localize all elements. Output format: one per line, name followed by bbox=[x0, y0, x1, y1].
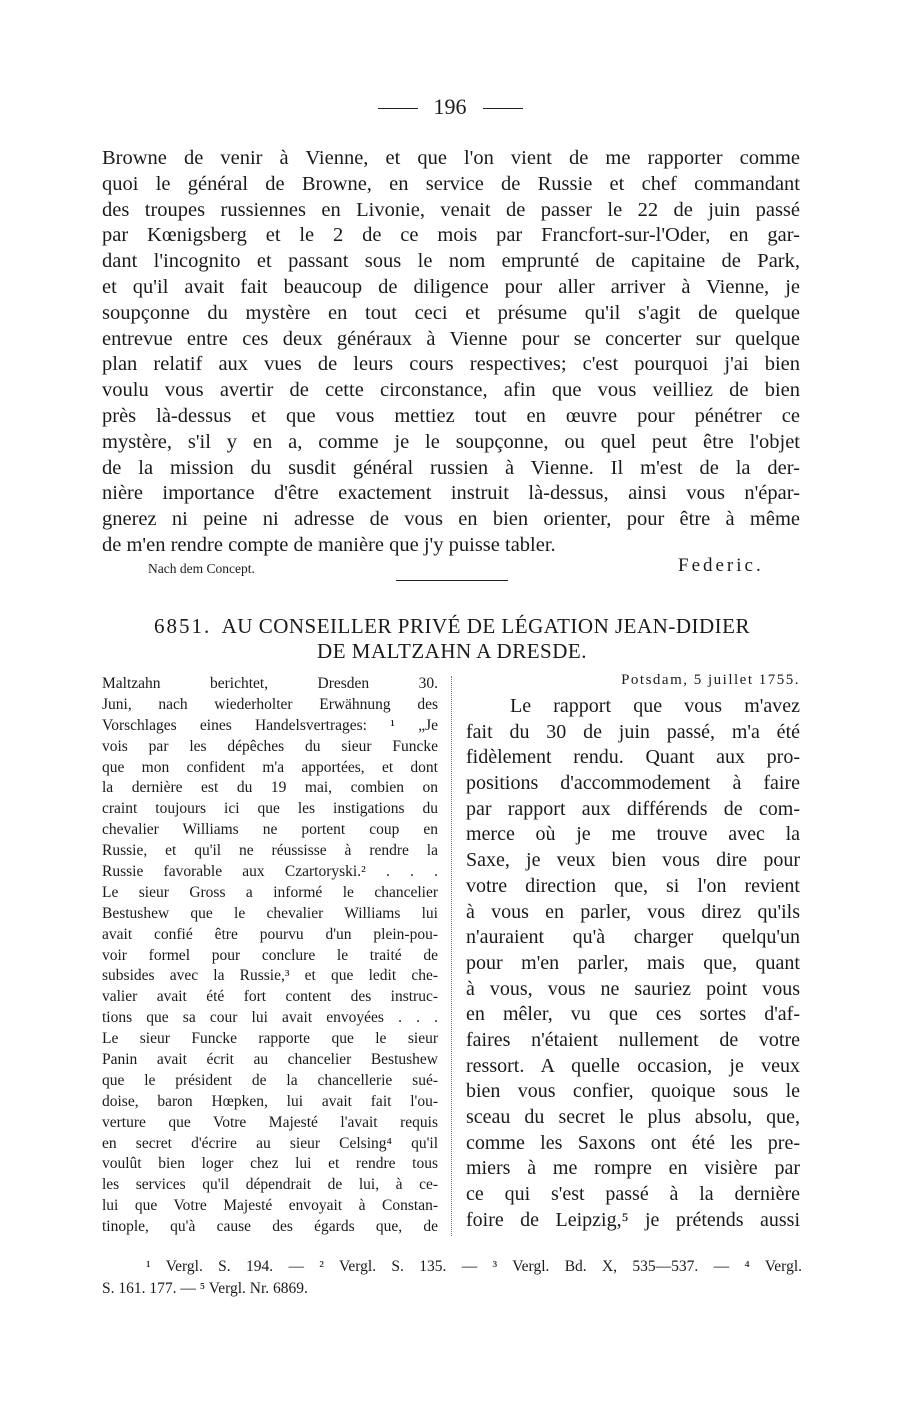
margin-line: craint toujours ici que les instigations du bbox=[102, 800, 438, 818]
margin-line: Panin avait écrit au chancelier Bestushew bbox=[102, 1051, 438, 1069]
footnote-line: S. 161. 177. — ⁵ Vergl. Nr. 6869. bbox=[102, 1280, 308, 1297]
column-divider bbox=[451, 676, 452, 1236]
margin-line: Vorschlages eines Handelsvertrages: ¹ „Je bbox=[102, 716, 438, 734]
letter-line: Le rapport que vous m'avez bbox=[510, 695, 800, 717]
text-line: gnerez ni peine ni adresse de vous en bien orienter, pour être à même bbox=[102, 508, 800, 531]
section-title-part1: AU CONSEILLER PRIVÉ DE LÉGATION JEAN-DIDIER bbox=[221, 614, 750, 638]
margin-line: vois par les dépêches du sieur Funcke bbox=[102, 737, 438, 755]
letter-line: n'auraient qu'à charger quelqu'un bbox=[466, 926, 800, 949]
margin-line: Bestushew que le chevalier Williams lui bbox=[102, 904, 438, 922]
text-line: Browne de venir à Vienne, et que l'on vient de me rapporter comme bbox=[102, 147, 800, 169]
section-heading-line1 bbox=[102, 614, 802, 639]
text-line: mystère, s'il y en a, comme je le soupçonne, ou quel peut être l'objet bbox=[102, 430, 800, 453]
text-line: plan relatif aux vues de leurs cours respectives; c'est pourquoi j'ai bien bbox=[102, 353, 800, 376]
source-note: Nach dem Concept. bbox=[148, 561, 255, 576]
letter-line: miers à me rompre en visière par bbox=[466, 1157, 800, 1180]
letter-line: pour m'en parler, mais que, quant bbox=[466, 951, 800, 974]
margin-line: les services qu'il dépendrait de lui, à ce- bbox=[102, 1176, 438, 1194]
text-line: et qu'il avait fait beaucoup de diligence pour aller arriver à Vienne, je bbox=[102, 275, 800, 298]
letter-line: foire de Leipzig,⁵ je prétends aussi bbox=[466, 1208, 800, 1231]
letter-line: fait du 30 de juin passé, m'a été bbox=[466, 720, 800, 743]
page-number bbox=[0, 94, 900, 120]
signature: Federic. bbox=[678, 555, 764, 576]
letter-line: sceau du secret le plus absolu, que, bbox=[466, 1106, 800, 1128]
letter-continued-text bbox=[102, 146, 800, 559]
margin-line: que mon confident m'a apportées, et dont bbox=[102, 758, 438, 776]
page-number-dash-right bbox=[483, 108, 523, 109]
text-line: soupçonne du mystère en tout ceci et présume qu'il s'agit de quelque bbox=[102, 301, 800, 324]
letter-line: positions d'accommodement à faire bbox=[466, 772, 800, 795]
margin-line: voulût bien loger chez lui et rendre tous bbox=[102, 1155, 438, 1173]
text-line-last: de m'en rendre compte de manière que j'y puisse tabler. bbox=[102, 533, 556, 556]
margin-line: Maltzahn berichtet, Dresden 30. bbox=[102, 675, 438, 692]
text-line: entrevue entre ces deux généraux à Vienne pour se concerter sur quelque bbox=[102, 327, 800, 350]
letter-line: fidèlement rendu. Quant aux pro- bbox=[466, 746, 800, 769]
letter-line: faires n'étaient nullement de votre bbox=[466, 1028, 800, 1051]
text-line: quoi le général de Browne, en service de Russie et chef commandant bbox=[102, 172, 800, 195]
margin-line: Le sieur Funcke rapporte que le sieur bbox=[102, 1030, 438, 1048]
margin-line: doise, baron Hœpken, lui avait fait l'ou- bbox=[102, 1092, 438, 1110]
letter-line: merce où je me trouve avec la bbox=[466, 823, 800, 846]
letter-line: en mêler, vu que ces sortes d'af- bbox=[466, 1003, 800, 1026]
text-line: de la mission du susdit général russien à Vienne. Il m'est de la der- bbox=[102, 456, 800, 479]
margin-line: verture que Votre Majesté l'avait requis bbox=[102, 1113, 438, 1131]
margin-line: voir formel pour conclure le traité de bbox=[102, 946, 438, 964]
letter-line: votre direction que, si l'on revient bbox=[466, 874, 800, 897]
section-divider bbox=[396, 580, 508, 581]
margin-line: tinople, qu'à cause des égards que, de bbox=[102, 1218, 438, 1236]
margin-line: lui que Votre Majesté envoyait à Constan- bbox=[102, 1197, 438, 1215]
margin-line: Juni, nach wiederholter Erwähnung des bbox=[102, 695, 438, 713]
text-line: par Kœnigsberg et le 2 de ce mois par Francfort-sur-l'Oder, en gar- bbox=[102, 224, 800, 247]
margin-line: Russie favorable aux Czartoryski.² . . . bbox=[102, 863, 438, 881]
margin-line: Russie, et qu'il ne réussisse à rendre la bbox=[102, 842, 438, 860]
letter-line: à vous en parler, vous direz qu'ils bbox=[466, 900, 800, 923]
margin-line: avait confié être pourvu d'un plein-pou- bbox=[102, 925, 438, 943]
dateline: Potsdam, 5 juillet 1755. bbox=[621, 672, 800, 688]
letter-line: ce qui s'est passé à la dernière bbox=[466, 1183, 800, 1206]
margin-line: subsides avec la Russie,³ et que ledit che- bbox=[102, 967, 438, 985]
letter-line: bien vous confier, quoique sous le bbox=[466, 1080, 800, 1103]
footnote-line: ¹ Vergl. S. 194. — ² Vergl. S. 135. — ³ Vergl. Bd. X, 535—537. — ⁴ Vergl. bbox=[146, 1258, 802, 1275]
letter-line: comme les Saxons ont été les pre- bbox=[466, 1131, 800, 1154]
margin-line: chevalier Williams ne portent coup en bbox=[102, 821, 438, 839]
text-line: nière importance d'être exactement instruit là-dessus, ainsi vous n'épar- bbox=[102, 482, 800, 505]
section-title-part2: DE MALTZAHN A DRESDE. bbox=[317, 639, 587, 663]
margin-line: la dernière est du 19 mai, combien on bbox=[102, 779, 438, 797]
margin-line: tions que sa cour lui avait envoyées . . . bbox=[102, 1009, 438, 1027]
letter-line: à vous, vous ne sauriez point vous bbox=[466, 977, 800, 1000]
letter-line: ressort. A quelle occasion, je veux bbox=[466, 1054, 800, 1077]
letter-line: Saxe, je veux bien vous dire pour bbox=[466, 849, 800, 872]
text-line: voulu vous avertir de cette circonstance, afin que vous veilliez de bien bbox=[102, 379, 800, 402]
margin-summary bbox=[102, 674, 438, 1238]
text-line: dant l'incognito et passant sous le nom emprunté de capitaine de Park, bbox=[102, 250, 800, 273]
footnotes bbox=[102, 1256, 802, 1300]
margin-line: que le président de la chancellerie sué- bbox=[102, 1071, 438, 1089]
page-number-dash-left bbox=[378, 108, 418, 109]
margin-line: en secret d'écrire au sieur Celsing⁴ qu'il bbox=[102, 1134, 438, 1152]
text-line: des troupes russiennes en Livonie, venait de passer le 22 de juin passé bbox=[102, 198, 800, 221]
margin-line: valier avait été fort content des instruc- bbox=[102, 988, 438, 1006]
margin-line: Le sieur Gross a informé le chancelier bbox=[102, 883, 438, 901]
section-number: 6851. bbox=[154, 614, 212, 638]
text-line: près là-dessus et que vous mettiez tout en œuvre pour pénétrer ce bbox=[102, 404, 800, 427]
section-heading bbox=[102, 614, 802, 664]
letter-line: par rapport aux différends de com- bbox=[466, 797, 800, 820]
page-number-text: 196 bbox=[433, 94, 467, 119]
letter-body bbox=[466, 694, 800, 1233]
